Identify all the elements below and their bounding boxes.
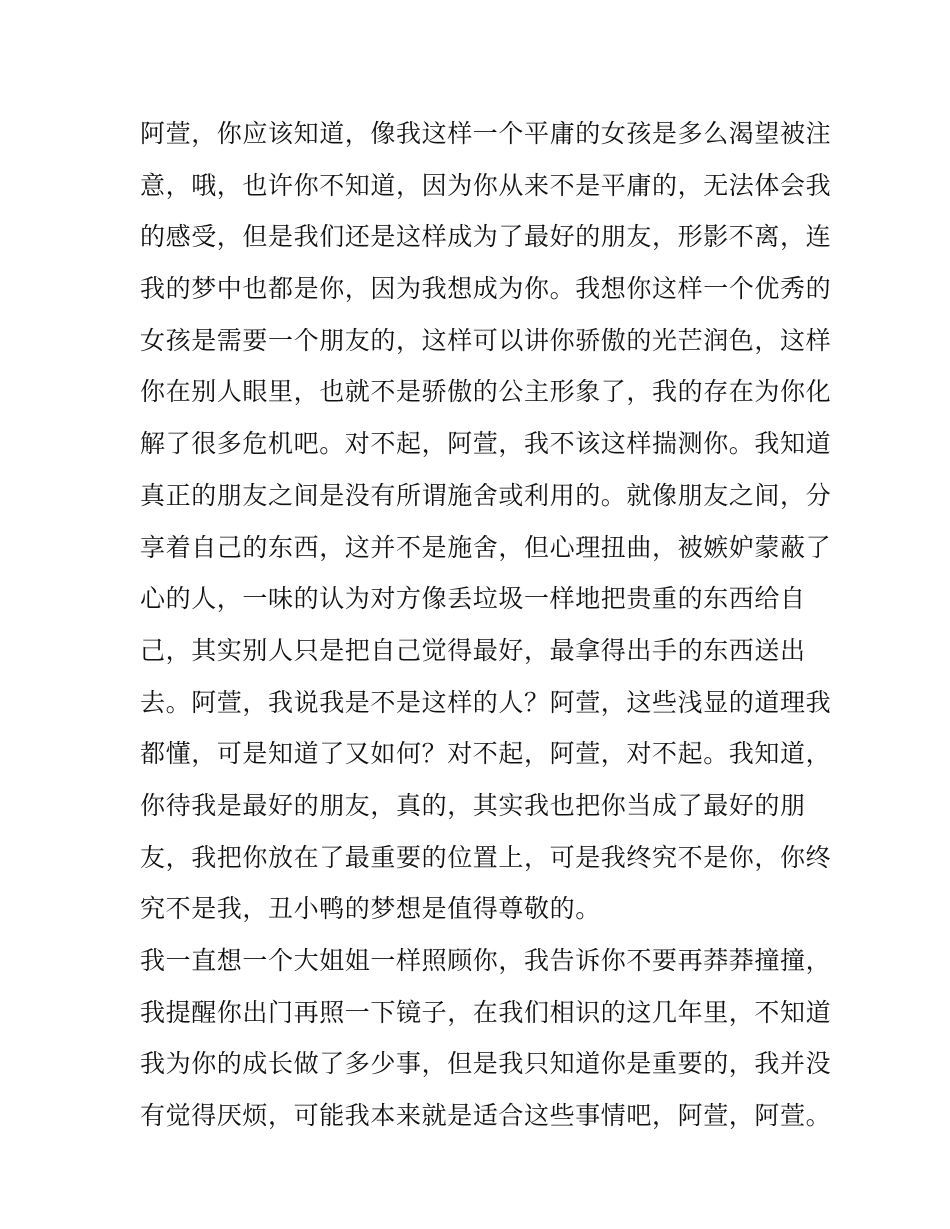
text-line: 友，我把你放在了最重要的位置上，可是我终究不是你，你终 [140,842,832,872]
text-line: 己，其实别人只是把自己觉得最好，最拿得出手的东西送出 [140,635,806,665]
text-line: 阿萱，你应该知道，像我这样一个平庸的女孩是多么渴望被注 [140,119,832,148]
text-line: 去。阿萱，我说我是不是这样的人？阿萱，这些浅显的道理我 [140,687,832,717]
text-line: 心的人，一味的认为对方像丢垃圾一样地把贵重的东西给自 [140,584,806,614]
text-line: 享着自己的东西，这并不是施舍，但心理扭曲，被嫉妒蒙蔽了 [140,532,832,562]
text-line: 有觉得厌烦，可能我本来就是适合这些事情吧，阿萱，阿萱。 [140,1101,832,1131]
text-line: 解了很多危机吧。对不起，阿萱，我不该这样揣测你。我知道 [140,429,832,459]
text-line: 我一直想一个大姐姐一样照顾你，我告诉你不要再莽莽撞撞， [140,946,832,975]
text-line: 的感受，但是我们还是这样成为了最好的朋友，形影不离，连 [140,222,832,252]
text-line: 真正的朋友之间是没有所谓施舍或利用的。就像朋友之间，分 [140,480,832,510]
text-line: 你在别人眼里，也就不是骄傲的公主形象了，我的存在为你化 [140,377,832,407]
body-text [140,108,832,1142]
text-line: 都懂，可是知道了又如何？对不起，阿萱，对不起。我知道， [140,739,832,769]
text-line: 我的梦中也都是你，因为我想成为你。我想你这样一个优秀的 [140,274,832,304]
text-line: 意，哦，也许你不知道，因为你从来不是平庸的，无法体会我 [140,170,832,200]
text-line: 女孩是需要一个朋友的，这样可以讲你骄傲的光芒润色，这样 [140,325,832,355]
text-line: 我提醒你出门再照一下镜子，在我们相识的这几年里，不知道 [140,997,832,1027]
text-line: 我为你的成长做了多少事，但是我只知道你是重要的，我并没 [140,1049,832,1079]
text-line: 你待我是最好的朋友，真的，其实我也把你当成了最好的朋 [140,790,806,820]
text-line: 究不是我，丑小鸭的梦想是值得尊敬的。 [140,894,601,924]
